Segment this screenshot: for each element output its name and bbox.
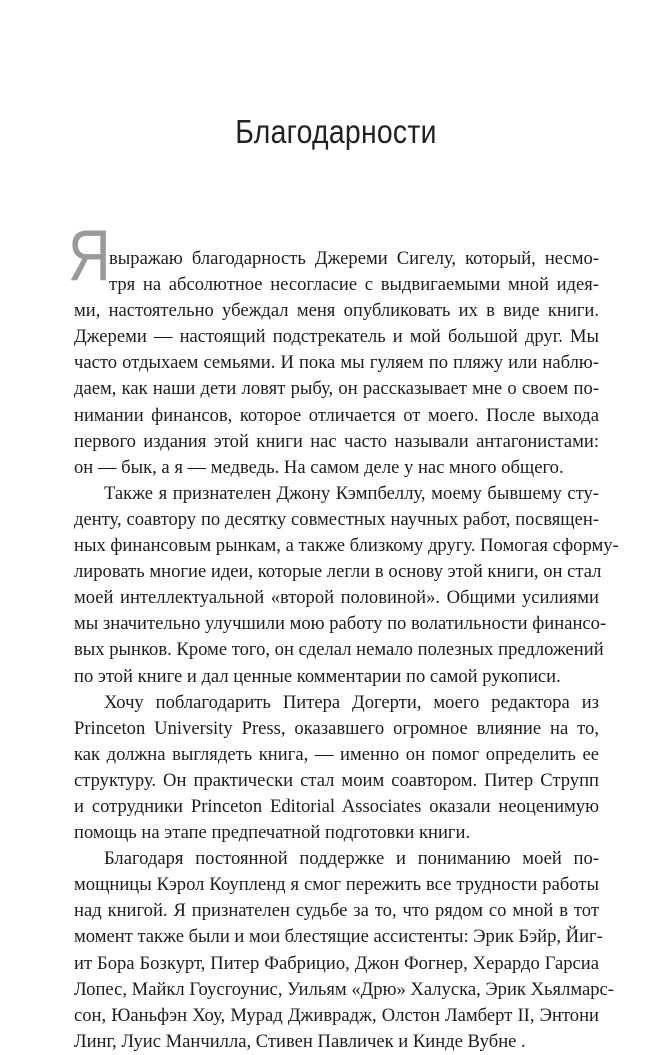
- text-line: выражаю благодарность Джереми Сигелу, который, несмо-: [109, 248, 599, 269]
- drop-cap: Я: [68, 216, 111, 296]
- page-title: Благодарности: [235, 113, 437, 150]
- text-line: первого издания этой книги нас часто называли антагонистами:: [74, 430, 599, 452]
- text-line: лировать многие идеи, которые легли в основу этой книги, он стал: [74, 561, 602, 583]
- paragraph-1: [68, 216, 599, 481]
- text-line: нимании финансов, которое отличается от моего. После выхода: [74, 404, 599, 426]
- text-line: часто отдыхаем семьями. И пока мы гуляем по пляжу или наблю-: [74, 352, 599, 374]
- text-line: Лопес, Майкл Гоусгоунис, Уильям «Дрю» Халуска, Эрик Хьялмарс-: [74, 978, 614, 1000]
- text-line: Джереми — настоящий подстрекатель и мой большой друг. Мы: [74, 326, 599, 348]
- text-line: мощницы Кэрол Коупленд я смог пережить все трудности работы: [74, 874, 599, 896]
- text-line: Также я признателен Джону Кэмпбеллу, моему бывшему сту-: [104, 482, 599, 504]
- text-line: денту, соавтору по десятку совместных научных работ, посвящен-: [74, 508, 599, 530]
- text-line: даем, как наши дети ловят рыбу, он рассказывает мне о своем по-: [74, 378, 599, 400]
- text-line: тря на абсолютное несогласие с выдвигаемыми мной идея-: [109, 274, 599, 296]
- text-line: моей интеллектуальной «второй половиной». Общими усилиями: [74, 587, 599, 609]
- paragraph-3: [74, 690, 599, 847]
- text-line: момент также были и мои блестящие ассистенты: Эрик Бэйр, Йиг-: [74, 926, 603, 948]
- text-line: ных финансовым рынкам, а также близкому другу. Помогая сформу-: [74, 535, 619, 557]
- acknowledgements-text: [68, 216, 619, 1055]
- text-line: ит Бора Бозкурт, Питер Фабрицио, Джон Фогнер, Херардо Гарсиа: [74, 952, 599, 974]
- paragraph-2: [74, 481, 619, 690]
- text-line: вых рынков. Кроме того, он сделал немало полезных предложений: [74, 639, 604, 661]
- text-line: Благодаря постоянной поддержке и пониманию моей по-: [104, 848, 599, 870]
- text-line: Хочу поблагодарить Питера Догерти, моего редактора из: [104, 691, 599, 713]
- text-line: по этой книге и дал ценные комментарии по самой рукописи.: [74, 665, 561, 687]
- text-line: над книгой. Я признателен судьбе за то, что рядом со мной в тот: [74, 900, 599, 922]
- text-line: как должна выглядеть книга, — именно он помог определить ее: [74, 743, 599, 765]
- text-line: и сотрудники Princeton Editorial Associates оказали неоценимую: [74, 795, 599, 817]
- text-line: ми, настоятельно убеждал меня опубликовать их в виде книги.: [74, 300, 599, 322]
- text-line: мы значительно улучшили мою работу по волатильности финансо-: [74, 613, 607, 635]
- paragraph-4: [74, 846, 614, 1055]
- text-line: структуру. Он практически стал моим соавтором. Питер Струпп: [74, 769, 599, 791]
- text-line: Линг, Луис Манчилла, Стивен Павличек и Кинде Вубне .: [74, 1030, 526, 1052]
- text-line: сон, Юаньфэн Хоу, Мурад Дживрадж, Олстон Ламберт II, Энтони: [74, 1004, 599, 1026]
- text-line: помощь на этапе предпечатной подготовки книги.: [74, 822, 471, 844]
- text-line: Princeton University Press, оказавшего огромное влияние на то,: [74, 717, 599, 739]
- text-line: он — бык, а я — медведь. На самом деле у нас много общего.: [74, 456, 564, 478]
